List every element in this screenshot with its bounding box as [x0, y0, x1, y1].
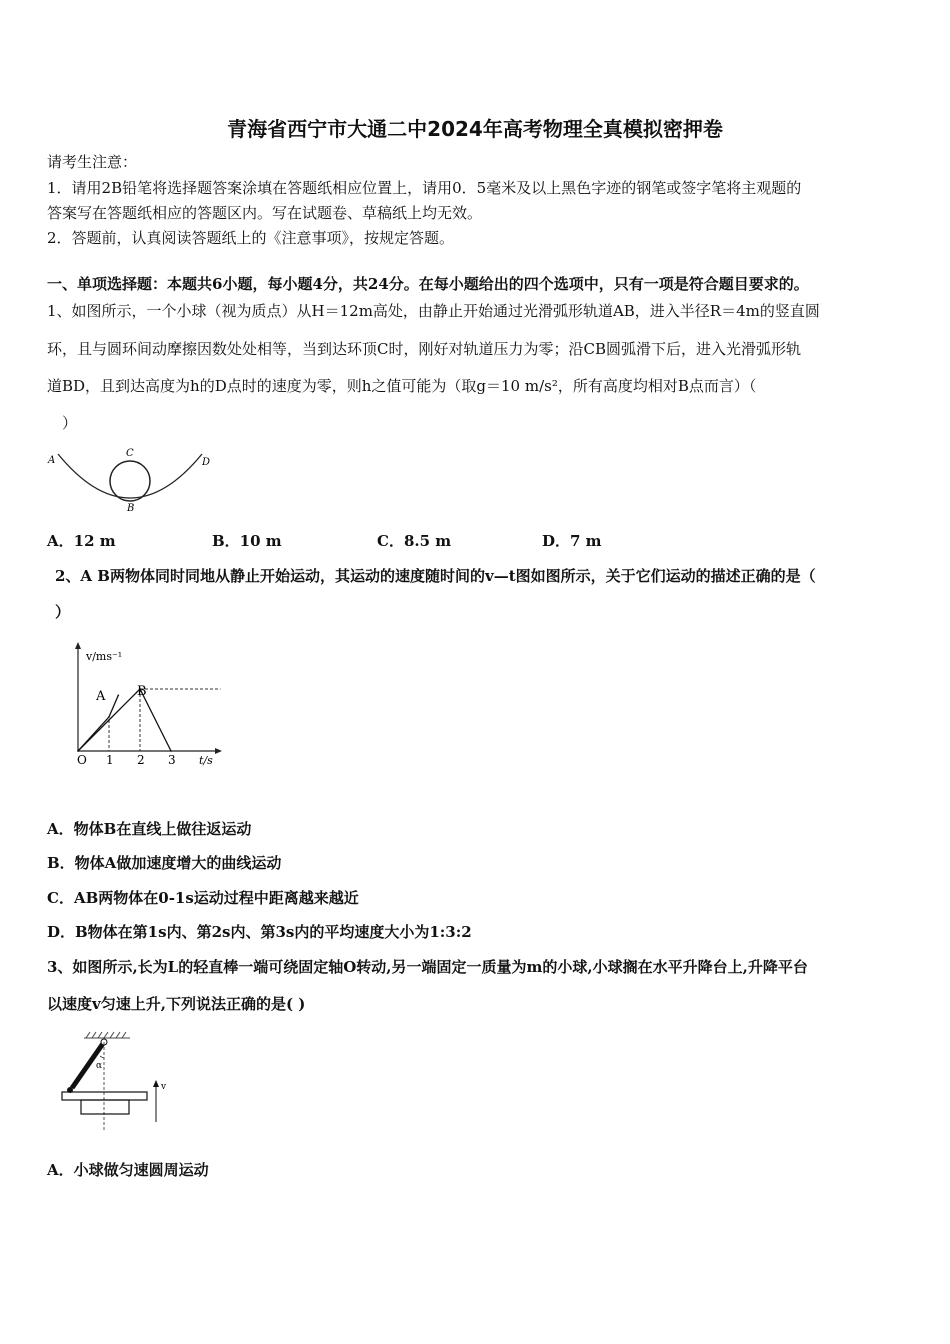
series-b-line [78, 689, 171, 751]
q1-option-d[interactable]: D．7 m [542, 532, 602, 550]
q2-option-b[interactable]: B．物体A做加速度增大的曲线运动 [47, 854, 282, 872]
x-axis-arrow [215, 748, 222, 754]
q1-text-line-3: 道BD，且到达高度为h的D点时的速度为零，则h之值可能为（取g＝10 m/s²，所有高度均相对B点而言）（ [47, 377, 757, 395]
q3-text-line-1: 3、如图所示,长为L的轻直棒一端可绕固定轴O转动,另一端固定一质量为m的小球,小球搁在水平升降台上,升降平台 [47, 958, 808, 976]
q3-text-line-2: 以速度v匀速上升,下列说法正确的是( ) [47, 995, 306, 1013]
section-heading: 一、单项选择题：本题共6小题，每小题4分，共24分。在每小题给出的四个选项中，只有一项是符合题目要求的。 [47, 275, 809, 293]
q1-option-a[interactable]: A．12 m [47, 532, 116, 550]
angle-label: α [96, 1061, 103, 1071]
y-axis-arrow [75, 642, 81, 649]
series-a-point-2 [118, 694, 120, 696]
q3-option-a[interactable]: A．小球做匀速圆周运动 [47, 1161, 209, 1179]
q1-option-c[interactable]: C．8.5 m [377, 532, 452, 550]
series-b-point-3 [170, 750, 172, 752]
q1-track-figure [44, 444, 219, 516]
label-d: D [202, 457, 211, 468]
series-b-point-0 [77, 750, 79, 752]
velocity-arrowhead [153, 1080, 159, 1087]
y-axis-label: v/ms⁻¹ [86, 650, 123, 663]
x-tick-label-2: 2 [137, 753, 145, 767]
label-a: A [48, 455, 56, 466]
platform-base [81, 1100, 129, 1114]
label-c: C [126, 448, 134, 459]
x-tick-label-3: 3 [168, 753, 176, 767]
q2-option-d[interactable]: D．B物体在第1s内、第2s内、第3s内的平均速度大小为1:3:2 [47, 923, 472, 941]
q3-rod-figure [56, 1030, 176, 1135]
page-title: 青海省西宁市大通二中2024年高考物理全真模拟密押卷 [227, 117, 723, 141]
q2-vt-chart [68, 640, 228, 770]
loop-circle [110, 461, 150, 501]
velocity-label: v [161, 1082, 167, 1092]
notice-item-1-cont: 答案写在答题纸相应的答题区内。写在试题卷、草稿纸上均无效。 [47, 204, 483, 222]
ceiling-hatch [84, 1032, 130, 1038]
series-a-label: A [96, 689, 106, 704]
q1-text-line-4: ） [62, 414, 78, 432]
series-a-point-1 [108, 716, 110, 718]
q1-text-line-1: 1、如图所示，一个小球（视为质点）从H＝12m高处，由静止开始通过光滑弧形轨道AB，进入半径R＝4m的竖直圆 [47, 302, 820, 320]
q1-text-line-2: 环，且与圆环间动摩擦因数处处相等，当到达环顶C时，刚好对轨道压力为零；沿CB圆弧滑下后，进入光滑弧形轨 [47, 340, 801, 358]
series-b-point-1 [108, 719, 110, 721]
q1-option-b[interactable]: B．10 m [212, 532, 282, 550]
series-b-label: B [137, 684, 147, 699]
x-tick-label-1: 1 [106, 753, 114, 767]
label-b: B [127, 503, 135, 514]
q2-text-line-1: 2、A B两物体同时同地从静止开始运动，其运动的速度随时间的v—t图如图所示，关于它们运动的描述正确的是（ [55, 567, 816, 585]
notice-heading: 请考生注意： [47, 153, 138, 171]
notice-item-2: 2．答题前，认真阅读答题纸上的《注意事项》，按规定答题。 [47, 229, 455, 247]
origin-label: O [77, 753, 87, 767]
q2-option-c[interactable]: C．AB两物体在0-1s运动过程中距离越来越近 [47, 889, 359, 907]
angle-arc [100, 1056, 104, 1058]
q2-option-a[interactable]: A．物体B在直线上做往返运动 [47, 820, 252, 838]
x-axis-label: t/s [199, 754, 213, 767]
q2-text-line-2: ） [55, 603, 71, 621]
notice-item-1: 1．请用2B铅笔将选择题答案涂填在答题纸相应位置上，请用0．5毫米及以上黑色字迹的钢笔或签字笔将主观题的 [47, 179, 802, 197]
